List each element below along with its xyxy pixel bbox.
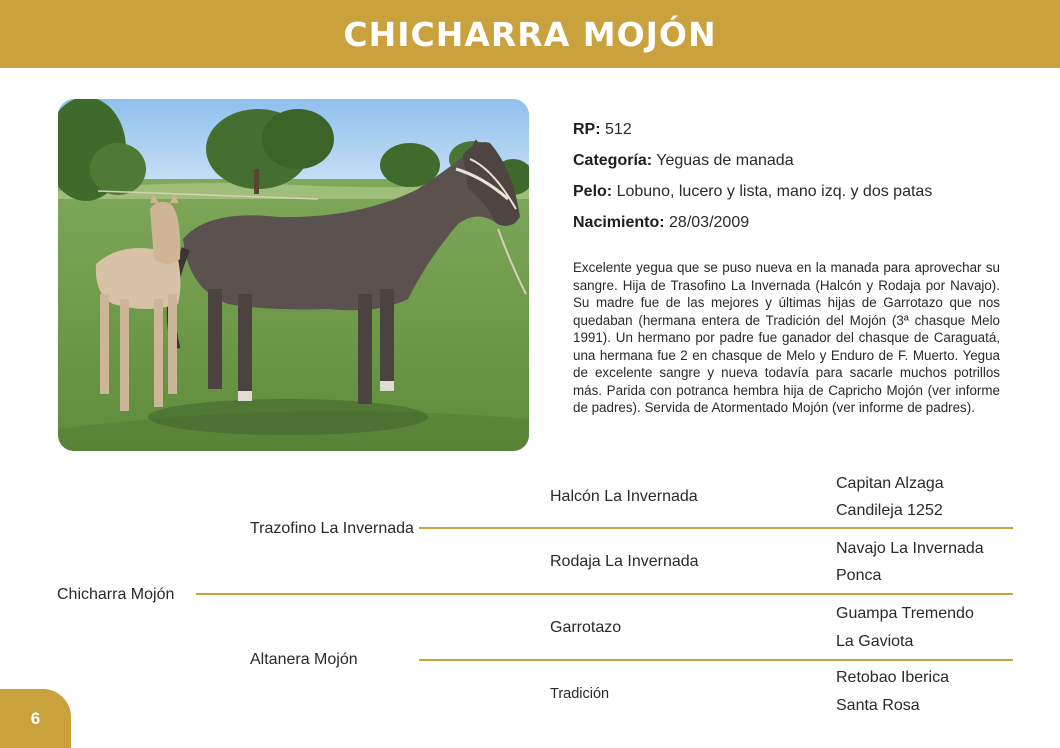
pedigree-ggp: Guampa Tremendo: [836, 605, 974, 622]
detail-label: Nacimiento:: [573, 214, 665, 231]
detail-rp: [573, 120, 1001, 140]
page-number: 6: [0, 689, 71, 748]
pedigree-ggp: Capitan Alzaga: [836, 475, 944, 492]
pedigree-sire-sire: Halcón La Invernada: [550, 488, 698, 505]
detail-categoria: [573, 151, 1001, 171]
detail-label: Pelo:: [573, 183, 613, 200]
pedigree-dam: Altanera Mojón: [250, 651, 358, 668]
detail-value: 28/03/2009: [669, 214, 750, 231]
pedigree-dam-dam: Tradición: [550, 686, 610, 702]
description-paragraph: Excelente yegua que se puso nueva en la manada para aprovechar su sangre. Hija de Trasofino La Invernada (Halcón y Rodaja por Navajo). Su madre fue de las mejores y últimas hijas de Garrotazo que nos quedaban (hermana entera de Tradición del Mojón (3ª chasque Melo 1991). Un hermano por padre fue ganador del chasque de Caraguatá, una hermana fue 2 en chasque de Melo y Enduro de F. Muerto. Yegua de excelente sangre y nueva todavía para sacarle muchos potrillos más. Parida con potranca hembra hija de Capricho Mojón (ver informe de padres). Servida de Atormentado Mojón (ver informe de padres).: [573, 260, 1000, 415]
pedigree-ggp: Ponca: [836, 567, 882, 584]
horse-photo: [58, 99, 529, 451]
pedigree-dam-sire: Garrotazo: [550, 619, 622, 636]
detail-label: Categoría:: [573, 152, 653, 169]
pedigree-ggp: La Gaviota: [836, 633, 914, 650]
detail-value: Yeguas de manada: [656, 152, 794, 169]
pedigree-ggp: Navajo La Invernada: [836, 540, 984, 557]
pedigree-subject: Chicharra Mojón: [57, 586, 175, 603]
title-banner: [0, 0, 1060, 68]
pedigree-line-dam: [419, 659, 1013, 661]
detail-pelo: [573, 182, 1001, 202]
pedigree-ggp: Santa Rosa: [836, 697, 920, 714]
pedigree-ggp: Candileja 1252: [836, 502, 943, 519]
pedigree-sire-dam: Rodaja La Invernada: [550, 553, 699, 570]
detail-value: Lobuno, lucero y lista, mano izq. y dos patas: [616, 183, 933, 200]
page-title: CHICHARRA MOJÓN: [343, 14, 717, 54]
pedigree-line-subject: [196, 593, 1013, 595]
horse-photo-illustration: [58, 99, 529, 451]
pedigree-line-sire: [419, 527, 1013, 529]
pedigree-sire: Trazofino La Invernada: [250, 520, 414, 537]
pedigree-ggp: Retobao Iberica: [836, 669, 949, 686]
detail-nacimiento: [573, 213, 1001, 233]
horse-details: [573, 120, 1001, 244]
detail-value: 512: [605, 121, 632, 138]
detail-label: RP:: [573, 121, 601, 138]
